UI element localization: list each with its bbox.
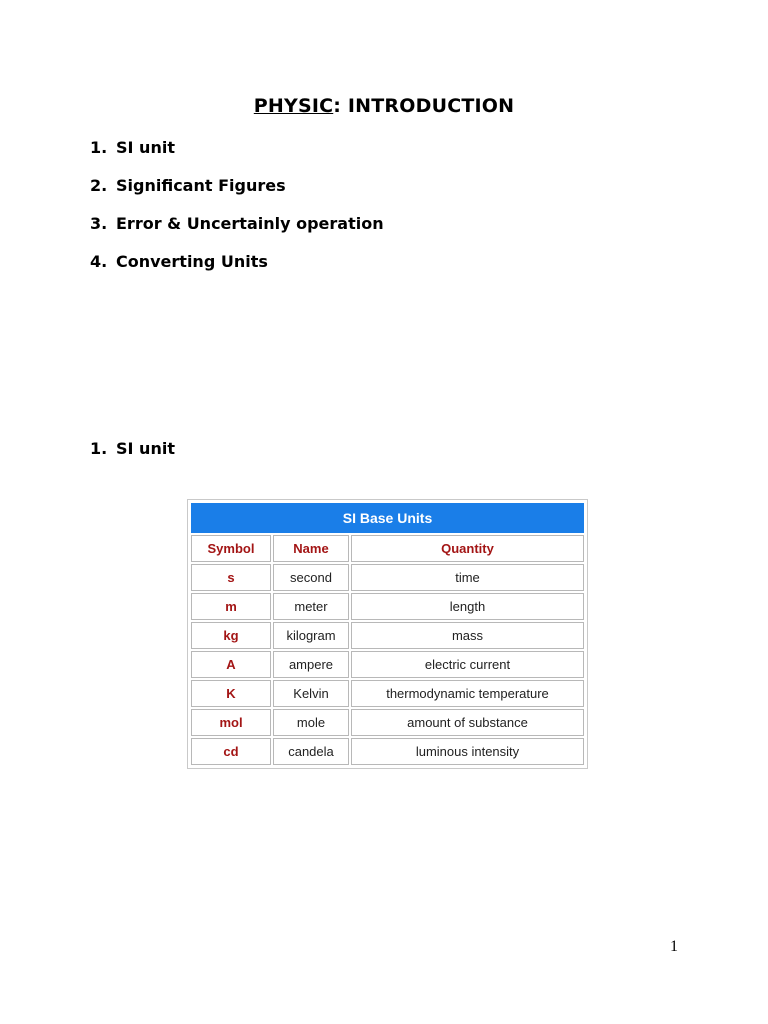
cell-name: kilogram — [273, 622, 349, 649]
table-row — [191, 738, 584, 765]
toc-item-label: SI unit — [116, 138, 175, 157]
cell-name: ampere — [273, 651, 349, 678]
cell-name: meter — [273, 593, 349, 620]
cell-name: second — [273, 564, 349, 591]
table-header-row — [191, 535, 584, 562]
cell-quantity: mass — [351, 622, 584, 649]
table-caption-row — [191, 503, 584, 533]
toc-item-number: 1. — [90, 138, 108, 157]
table-caption: SI Base Units — [191, 503, 584, 533]
cell-quantity: luminous intensity — [351, 738, 584, 765]
cell-symbol: s — [191, 564, 271, 591]
cell-symbol: A — [191, 651, 271, 678]
cell-quantity: electric current — [351, 651, 584, 678]
table-row — [191, 622, 584, 649]
cell-symbol: cd — [191, 738, 271, 765]
column-header-symbol: Symbol — [191, 535, 271, 562]
toc-item — [90, 251, 384, 289]
page-title — [0, 95, 768, 117]
cell-quantity: time — [351, 564, 584, 591]
cell-symbol: mol — [191, 709, 271, 736]
toc-item — [90, 175, 384, 213]
cell-name: mole — [273, 709, 349, 736]
cell-quantity: length — [351, 593, 584, 620]
si-base-units-table — [189, 501, 586, 767]
toc-item — [90, 213, 384, 251]
page-title-underlined: PHYSIC — [253, 95, 334, 117]
section-heading-label: SI unit — [116, 439, 175, 458]
table-row — [191, 680, 584, 707]
table-row — [191, 709, 584, 736]
table-row — [191, 651, 584, 678]
page-title-rest: : INTRODUCTION — [333, 95, 515, 117]
table-of-contents — [90, 137, 384, 289]
toc-item — [90, 137, 384, 175]
cell-symbol: m — [191, 593, 271, 620]
page-number: 1 — [670, 938, 678, 955]
toc-item-label: Converting Units — [116, 252, 268, 271]
section-heading-number: 1. — [90, 439, 108, 458]
cell-symbol: K — [191, 680, 271, 707]
si-base-units-table-frame — [187, 499, 588, 769]
toc-item-label: Significant Figures — [116, 176, 286, 195]
table-row — [191, 564, 584, 591]
toc-item-number: 2. — [90, 176, 108, 195]
cell-quantity: amount of substance — [351, 709, 584, 736]
column-header-quantity: Quantity — [351, 535, 584, 562]
cell-symbol: kg — [191, 622, 271, 649]
toc-item-label: Error & Uncertainly operation — [116, 214, 384, 233]
column-header-name: Name — [273, 535, 349, 562]
cell-name: Kelvin — [273, 680, 349, 707]
cell-name: candela — [273, 738, 349, 765]
toc-item-number: 4. — [90, 252, 108, 271]
section-heading — [90, 438, 175, 460]
toc-item-number: 3. — [90, 214, 108, 233]
cell-quantity: thermodynamic temperature — [351, 680, 584, 707]
table-row — [191, 593, 584, 620]
